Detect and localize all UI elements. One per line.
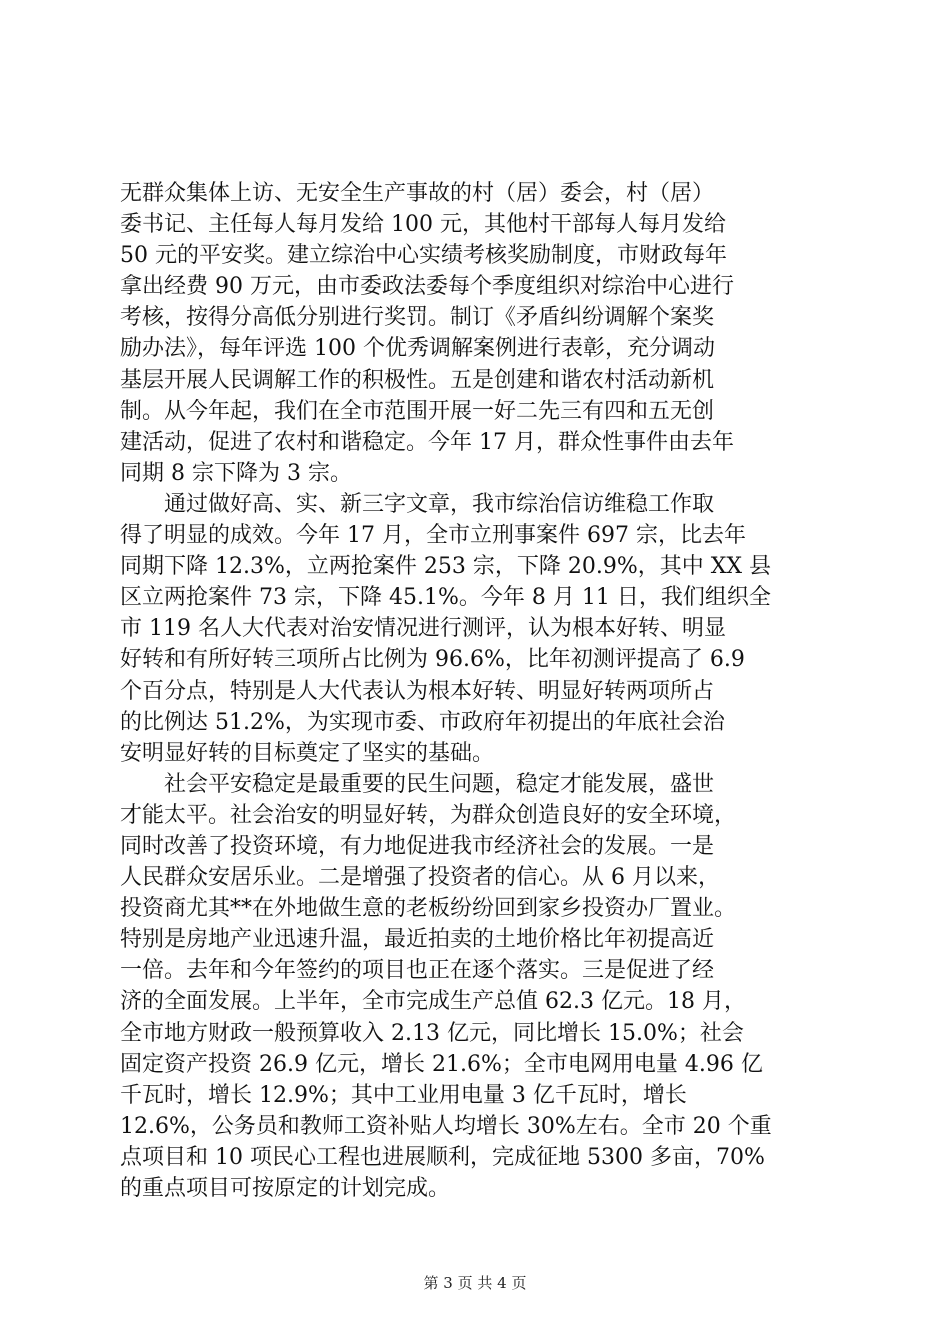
text-line: 一倍。去年和今年签约的项目也正在逐个落实。三是促进了经 — [120, 958, 715, 984]
text-line: 得了明显的成效。今年 17 月，全市立刑事案件 697 宗，比去年 — [120, 523, 746, 549]
text-line: 人民群众安居乐业。二是增强了投资者的信心。从 6 月以来， — [120, 865, 720, 891]
text-line: 千瓦时，增长 12.9%；其中工业用电量 3 亿千瓦时，增长 — [120, 1082, 687, 1108]
text-line: 12.6%，公务员和教师工资补贴人均增长 30%左右。全市 20 个重 — [120, 1113, 772, 1139]
text-line: 固定资产投资 26.9 亿元，增长 21.6%；全市电网用电量 4.96 亿 — [120, 1051, 763, 1077]
text-line: 同时改善了投资环境，有力地促进我市经济社会的发展。一是 — [120, 833, 715, 859]
text-line: 区立两抢案件 73 宗，下降 45.1%。今年 8 月 11 日，我们组织全 — [120, 585, 771, 611]
text-line: 委书记、主任每人每月发给 100 元，其他村干部每人每月发给 — [120, 212, 726, 238]
text-line: 安明显好转的目标奠定了坚实的基础。 — [120, 740, 495, 766]
text-line: 励办法》，每年评选 100 个优秀调解案例进行表彰，充分调动 — [120, 336, 715, 362]
text-line: 济的全面发展。上半年，全市完成生产总值 62.3 亿元。18 月， — [120, 989, 746, 1015]
text-line: 个百分点，特别是人大代表认为根本好转、明显好转两项所占 — [120, 678, 715, 704]
text-line: 同期 8 宗下降为 3 宗。 — [120, 460, 352, 486]
text-line: 基层开展人民调解工作的积极性。五是创建和谐农村活动新机 — [120, 367, 715, 393]
text-line: 50 元的平安奖。建立综治中心实绩考核奖励制度，市财政每年 — [120, 243, 727, 269]
text-line: 通过做好高、实、新三字文章，我市综治信访维稳工作取 — [120, 491, 715, 517]
text-line: 特别是房地产业迅速升温，最近拍卖的土地价格比年初提高近 — [120, 927, 715, 953]
text-line: 点项目和 10 项民心工程也进展顺利，完成征地 5300 多亩，70% — [120, 1144, 765, 1170]
text-line: 的比例达 51.2%，为实现市委、市政府年初提出的年底社会治 — [120, 709, 725, 735]
text-line: 制。从今年起，我们在全市范围开展一好二先三有四和五无创 — [120, 398, 715, 424]
text-line: 无群众集体上访、无安全生产事故的村（居）委会，村（居） — [120, 181, 715, 206]
text-line: 投资商尤其**在外地做生意的老板纷纷回到家乡投资办厂置业。 — [120, 896, 737, 922]
text-line: 好转和有所好转三项所占比例为 96.6%，比年初测评提高了 6.9 — [120, 647, 745, 673]
page-number-footer: 第 3 页 共 4 页 — [423, 1274, 527, 1292]
text-line: 同期下降 12.3%，立两抢案件 253 宗，下降 20.9%，其中 XX 县 — [120, 554, 772, 580]
body-text — [120, 178, 835, 1204]
text-line: 才能太平。社会治安的明显好转，为群众创造良好的安全环境， — [120, 802, 737, 828]
text-line: 建活动，促进了农村和谐稳定。今年 17 月，群众性事件由去年 — [120, 429, 734, 455]
text-line: 拿出经费 90 万元，由市委政法委每个季度组织对综治中心进行 — [120, 274, 734, 300]
text-line: 全市地方财政一般预算收入 2.13 亿元，同比增长 15.0%；社会 — [120, 1020, 744, 1046]
text-line: 社会平安稳定是最重要的民生问题，稳定才能发展，盛世 — [120, 771, 715, 797]
text-line: 考核，按得分高低分别进行奖罚。制订《矛盾纠纷调解个案奖 — [120, 305, 715, 331]
text-line: 的重点项目可按原定的计划完成。 — [120, 1176, 451, 1201]
text-line: 市 119 名人大代表对治安情况进行测评，认为根本好转、明显 — [120, 616, 726, 642]
